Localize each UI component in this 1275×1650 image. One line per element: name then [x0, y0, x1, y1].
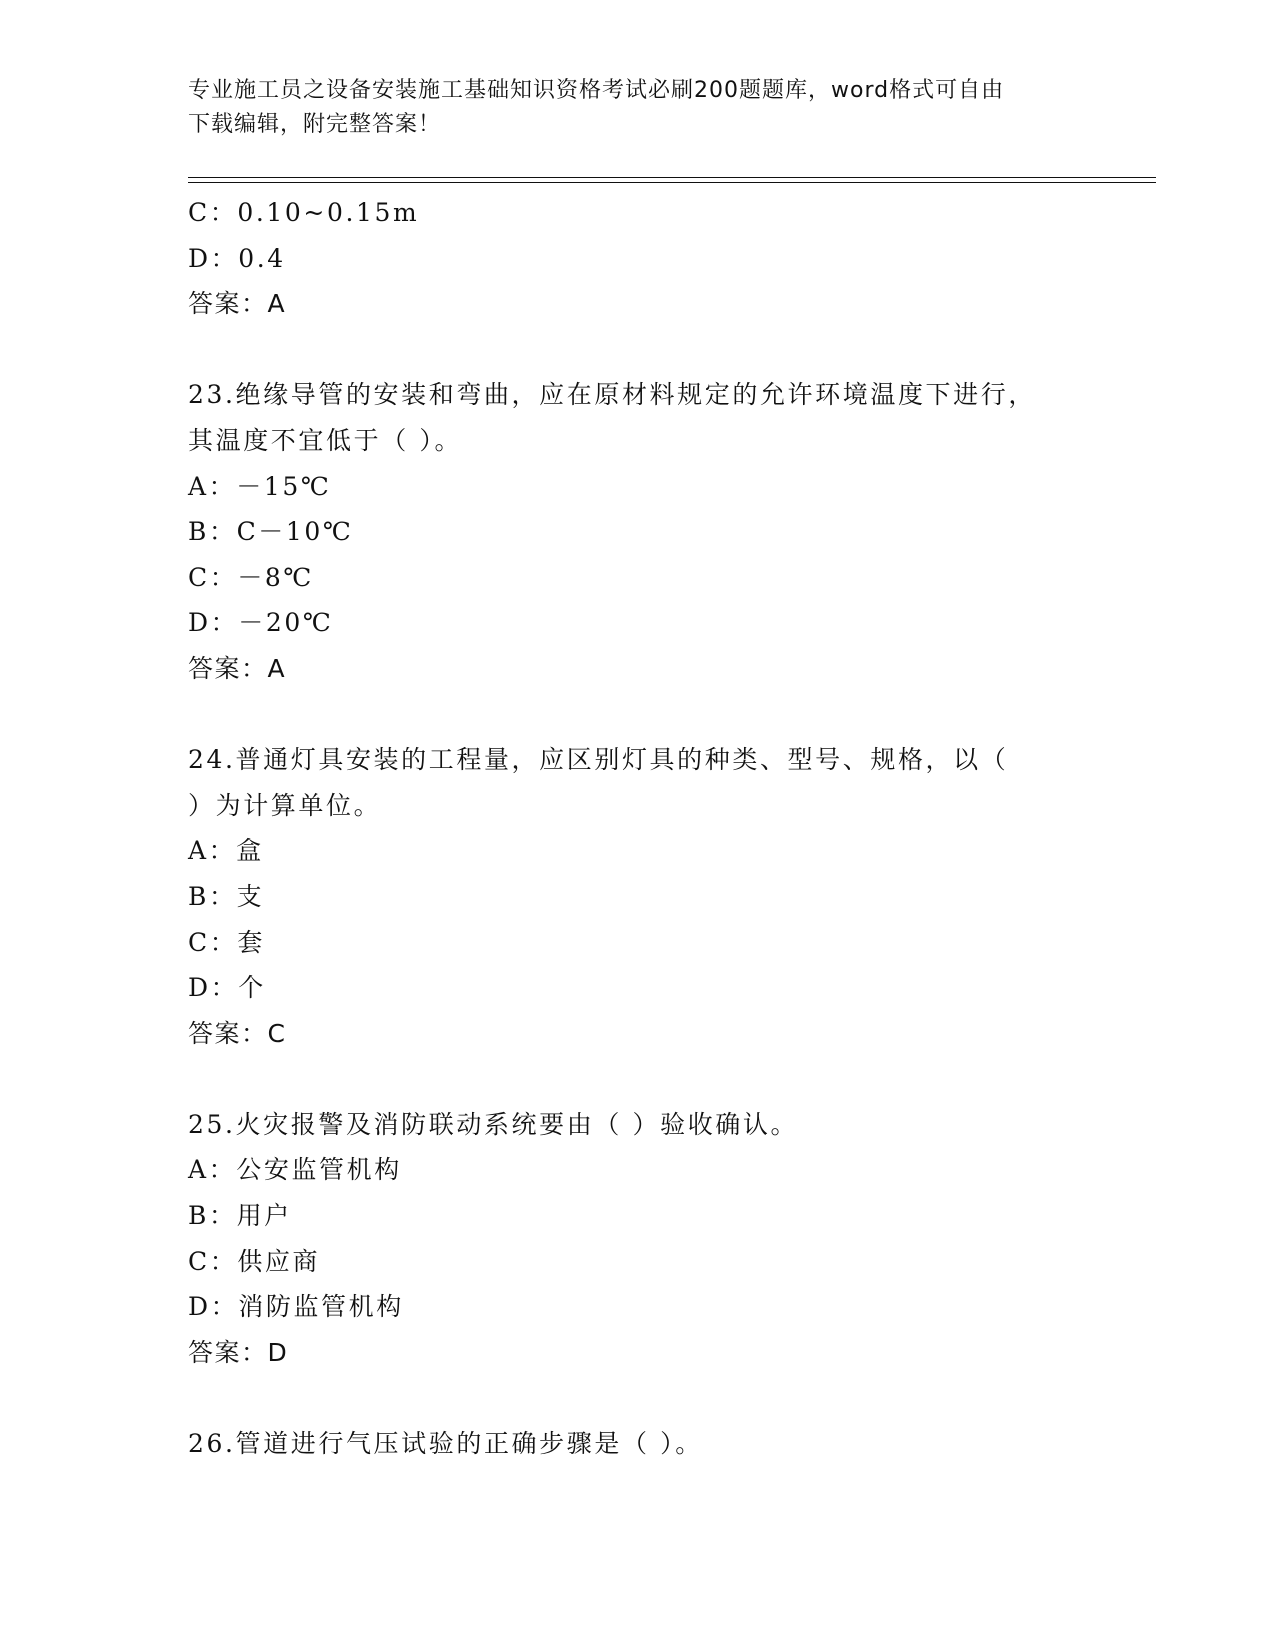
option-c: C：套: [188, 927, 265, 957]
answer: 答案：A: [188, 653, 287, 683]
answer: 答案：A: [188, 289, 287, 319]
question-24: [188, 737, 1088, 1056]
question-text-line-2: ）为计算单位。: [188, 790, 382, 820]
answer: 答案：C: [188, 1018, 287, 1048]
option-a: A：－15℃: [188, 471, 332, 501]
question-text-line-1: 26.管道进行气压试验的正确步骤是（ ）。: [188, 1429, 703, 1459]
document-header: [188, 74, 1088, 142]
option-c: C：0.10~0.15m: [188, 198, 420, 227]
header-line-2: 下载编辑，附完整答案！: [188, 112, 442, 137]
header-line-1: 专业施工员之设备安装施工基础知识资格考试必刷200题题库，word格式可自由: [188, 78, 1005, 103]
spacer: [188, 1056, 1088, 1102]
question-25: [188, 1102, 1088, 1376]
spacer: [188, 1375, 1088, 1421]
question-list: [188, 190, 1088, 1467]
spacer: [188, 327, 1088, 373]
question-text-line-2: 其温度不宜低于（ ）。: [188, 425, 463, 455]
option-a: A：盒: [188, 836, 264, 866]
option-b: B：用户: [188, 1201, 292, 1231]
option-c: C：供应商: [188, 1246, 321, 1276]
header-divider-bottom: [188, 182, 1156, 183]
option-c: C：－8℃: [188, 562, 315, 592]
option-d: D：个: [188, 973, 266, 1003]
question-text-line-1: 23.绝缘导管的安装和弯曲，应在原材料规定的允许环境温度下进行，: [188, 380, 1036, 410]
question-text-line-1: 25.火灾报警及消防联动系统要由（ ）验收确认。: [188, 1109, 799, 1139]
option-b: B：支: [188, 881, 265, 911]
option-d: D：消防监管机构: [188, 1292, 404, 1322]
header-divider-top: [188, 177, 1156, 178]
spacer: [188, 692, 1088, 738]
option-b: B：C－10℃: [188, 517, 354, 547]
option-d: D：0.4: [188, 243, 286, 273]
option-d: D：－20℃: [188, 608, 334, 638]
question-text-line-1: 24.普通灯具安装的工程量，应区别灯具的种类、型号、规格，以（: [188, 745, 1009, 775]
question-22-continuation: [188, 190, 1088, 327]
answer: 答案：D: [188, 1337, 289, 1367]
option-a: A：公安监管机构: [188, 1155, 402, 1185]
question-26: [188, 1421, 1088, 1467]
question-23: [188, 372, 1088, 691]
